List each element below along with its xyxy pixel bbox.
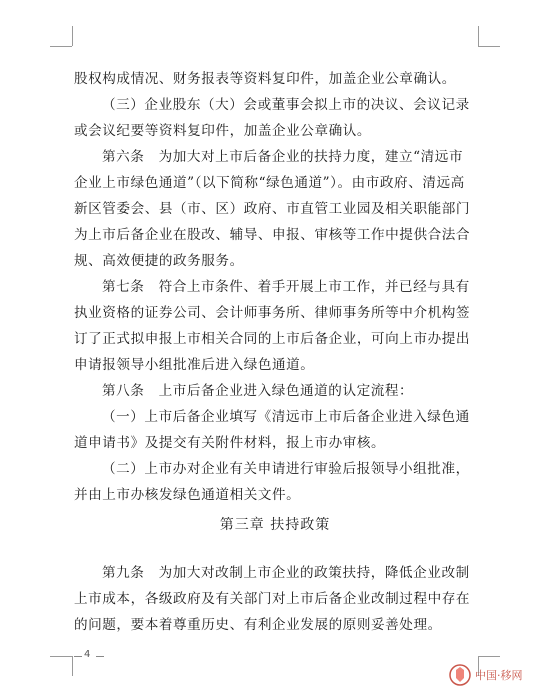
crop-mark-top-right-v	[478, 26, 479, 46]
paragraph-line: 订了正式拟申报上市相关合同的上市后备企业，可向上市办提出	[74, 331, 471, 347]
paragraph-line: 新区管委会、县（市、区）政府、市直管工业园及相关职能部门	[74, 201, 471, 217]
paragraph-line: 股权构成情况、财务报表等资料复印件，加盖企业公章确认。	[74, 71, 456, 87]
watermark-text: 中国·移网	[475, 669, 523, 682]
article-8-line: 第八条 上市后备企业进入绿色通道的认定流程：	[102, 383, 414, 399]
paragraph-line: 规、高效便捷的政务服务。	[74, 253, 244, 269]
crop-mark-bottom-left-h	[50, 656, 72, 657]
paragraph-line: 企业上市绿色通道”（以下简称“绿色通道”）。由市政府、清远高	[74, 175, 465, 191]
site-watermark	[448, 660, 540, 690]
paragraph-line: 上市成本，各级政府及有关部门对上市后备企业改制过程中存在	[74, 591, 471, 607]
paragraph-line: （二）上市办对企业有关申请进行审验后报领导小组批准，	[102, 461, 470, 477]
paragraph-line: 为上市后备企业在股改、辅导、申报、审核等工作中提供合法合	[74, 227, 471, 243]
page-number-dash-right	[96, 656, 104, 657]
watermark-logo-icon	[448, 663, 472, 687]
chapter-title: 第三章 扶持政策	[219, 517, 331, 533]
article-7-line: 第七条 符合上市条件、着手开展上市工作，并已经与具有	[102, 279, 470, 295]
paragraph-line: 执业资格的证券公司、会计师事务所、律师事务所等中介机构签	[74, 305, 471, 321]
article-9-line: 第九条 为加大对改制上市企业的政策扶持，降低企业改制	[102, 565, 470, 581]
paragraph-line: 并由上市办核发绿色通道相关文件。	[74, 487, 301, 503]
crop-mark-top-left-h	[50, 46, 72, 47]
paragraph-line: 或会议纪要等资料复印件，加盖企业公章确认。	[74, 123, 372, 139]
crop-mark-top-right-h	[478, 46, 500, 47]
crop-mark-bottom-right-h	[478, 656, 500, 657]
paragraph-line: 申请报领导小组批准后进入绿色通道。	[74, 357, 315, 373]
paragraph-line: （一）上市后备企业填写《清远市上市后备企业进入绿色通	[102, 409, 470, 425]
page-number: 4	[84, 649, 91, 660]
paragraph-line: 道申请书》及提交有关附件材料，报上市办审核。	[74, 435, 386, 451]
paragraph-line: （三）企业股东（大）会或董事会拟上市的决议、会议记录	[102, 97, 470, 113]
crop-mark-top-left-v	[72, 26, 73, 46]
article-6-line: 第六条 为加大对上市后备企业的扶持力度，建立“清远市	[102, 149, 464, 165]
page-number-dash-left	[74, 656, 82, 657]
crop-mark-bottom-left-v	[72, 656, 73, 676]
paragraph-line: 的问题，要本着尊重历史、有利企业发展的原则妥善处理。	[74, 617, 442, 633]
